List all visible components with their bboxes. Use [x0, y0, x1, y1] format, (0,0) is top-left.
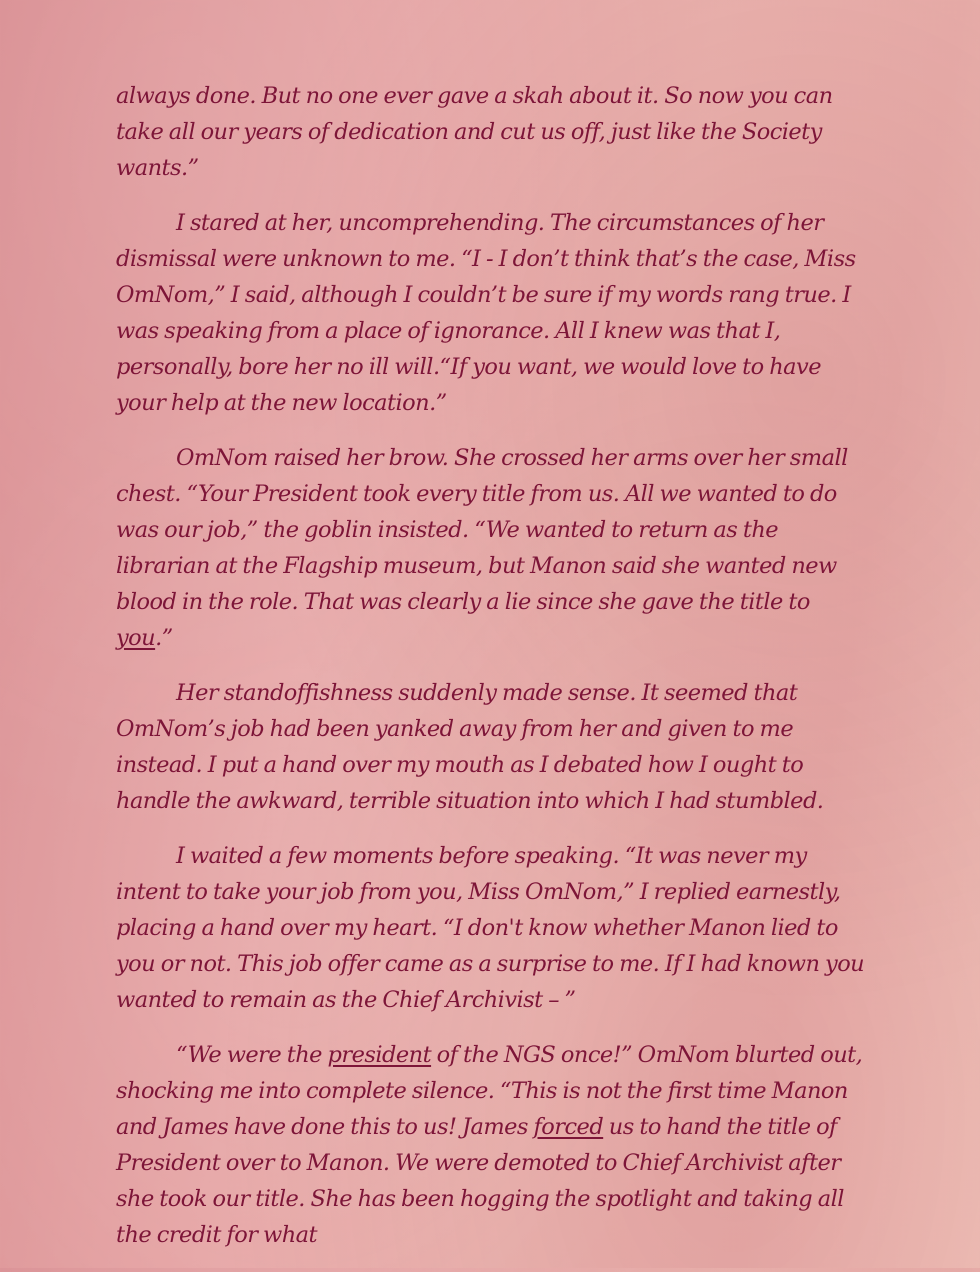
- paragraph-2-text: I stared at her, uncomprehending. The circumstances of her dismissal were unknown to me. “I - I don’t think that’s the case, Miss OmNom,” I said, although I couldn’t be sure if my words rang true. I was speaking from a place of ignorance. All I knew was that I, personally, bore her no ill will.“If you want, we would love to have your help at the new location.”: [116, 210, 856, 416]
- emphasis-underline-forced: forced: [533, 1114, 604, 1140]
- paragraph-6-text-end: us to hand the title of President over to Manon. We were demoted to Chief Archivist after she took our title. She has been hogging the spotlight and taking all the credit for what: [116, 1114, 844, 1248]
- paragraph-4-text: Her standoffishness suddenly made sense. It seemed that OmNom’s job had been yanked away from her and given to me instead. I put a hand over my mouth as I debated how I ought to handle the awkward, terrible situation into which I had stumbled.: [116, 680, 824, 814]
- paragraph-2: [116, 205, 872, 421]
- paragraph-6-text-middle: of the NGS once!” OmNom blurted out, shocking me into complete silence. “This is not the first time Manon and James have done this to us! James: [116, 1042, 863, 1140]
- paragraph-5-text: I waited a few moments before speaking. “It was never my intent to take your job from you, Miss OmNom,” I replied earnestly, placing a hand over my heart. “I don't know whether Manon lied to you or not. This job offer came as a surprise to me. If I had known you wanted to remain as the Chief Archivist – ”: [116, 843, 865, 1013]
- paragraph-6: [116, 1037, 872, 1253]
- paragraph-6-text: “We were the: [176, 1042, 328, 1068]
- paragraph-3-text-end: .”: [155, 625, 173, 651]
- paragraph-1-text: always done. But no one ever gave a skah about it. So now you can take all our years of dedication and cut us off, just like the Society wants.”: [116, 83, 833, 181]
- emphasis-underline-president: president: [327, 1042, 432, 1068]
- paragraph-3: [116, 440, 872, 656]
- paragraph-4: [116, 675, 872, 819]
- emphasis-underline-you: you: [116, 625, 156, 651]
- paragraph-1: [116, 78, 872, 186]
- paragraph-5: [116, 838, 872, 1018]
- paragraph-3-text: OmNom raised her brow. She crossed her arms over her small chest. “Your President took every title from us. All we wanted to do was our job,” the goblin insisted. “We wanted to return as the librarian at the Flagship museum, but Manon said she wanted new blood in the role. That was clearly a lie since she gave the title to: [116, 445, 848, 615]
- document-body: [116, 78, 872, 1272]
